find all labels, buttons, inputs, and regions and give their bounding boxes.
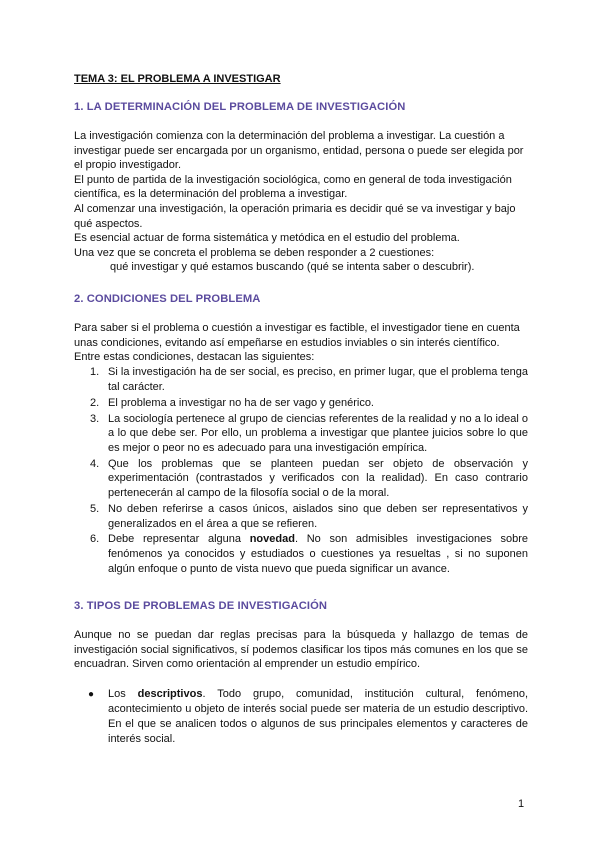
bold-term: novedad — [249, 533, 295, 546]
text-line: investigar puede ser encargada por un organismo, entidad, persona o puede ser elegida por — [74, 144, 524, 157]
problem-types-list — [84, 687, 528, 747]
text-line: Es esencial actuar de forma sistemática y metódica en el estudio del problema. — [74, 232, 460, 245]
text-line: Para saber si el problema o cuestión a investigar es factible, el investigador tiene en cuenta — [74, 322, 520, 334]
list-item: 1. Si la investigación ha de ser social, es preciso, en primer lugar, que el problema tenga tal carácter. — [90, 366, 528, 393]
list-item: 6. Debe representar alguna novedad. No son admisibles investigaciones sobre fenómenos ya conocidos y estudiados o cuestiones ya resueltas , si no suponen algún enfoque o punto de vista nuevo que pueda significar un avance. — [90, 533, 529, 575]
list-item: ● Los descriptivos. Todo grupo, comunidad, institución cultural, fenómeno, acontecimiento u objeto de interés social puede ser materia de un estudio descriptivo. En el que se analicen todos o algunos de sus principales elementos y caracteres de interés social. — [88, 688, 528, 745]
text-line: unas condiciones, evitando así empeñarse en estudios inviables o sin interés científico. — [74, 336, 500, 349]
text-line: Entre estas condiciones, destacan las siguientes: — [74, 351, 315, 364]
section-1-body — [74, 129, 528, 275]
text-line: Una vez que se concreta el problema se deben responder a 2 cuestiones: — [74, 246, 435, 259]
text-line: el propio investigador. — [74, 159, 182, 172]
section-3-intro: Aunque no se puedan dar reglas precisas para la búsqueda y hallazgo de temas de investigación social significativos, sí podemos clasificar los tipos más comunes en los que se encuadran. Sirven como orientación al emprender un estudio empírico. — [74, 629, 528, 671]
section-1-heading: 1. LA DETERMINACIÓN DEL PROBLEMA DE INVESTIGACIÓN — [74, 101, 406, 113]
text-line: científica, es la determinación del problema a investigar. — [74, 188, 348, 201]
list-item: 2. El problema a investigar no ha de ser vago y genérico. — [90, 396, 374, 409]
section-2-heading: 2. CONDICIONES DEL PROBLEMA — [74, 293, 261, 305]
section-2-intro — [74, 321, 528, 365]
text-line: qué aspectos. — [74, 217, 143, 230]
section-3-heading: 3. TIPOS DE PROBLEMAS DE INVESTIGACIÓN — [74, 600, 328, 612]
document-title: TEMA 3: EL PROBLEMA A INVESTIGAR — [74, 73, 281, 85]
text-line-indented: qué investigar y qué estamos buscando (qué se intenta saber o descubrir). — [110, 261, 475, 274]
page-number: 1 — [518, 798, 525, 810]
conditions-list — [74, 365, 528, 578]
text-line: Al comenzar una investigación, la operación primaria es decidir qué se va investigar y bajo — [74, 202, 516, 215]
list-item: 3. La sociología pertenece al grupo de ciencias referentes de la realidad y no a lo ideal o a lo que debe ser. Por ello, un problema a investigar que plantee juicios sobre lo que es mejor o peor no es adecuado para una investigación empírica. — [90, 412, 528, 454]
text-line: El punto de partida de la investigación sociológica, como en general de toda investigación — [74, 173, 512, 186]
text-line: La investigación comienza con la determinación del problema a investigar. La cuestión a — [74, 130, 505, 142]
bold-term: descriptivos — [137, 688, 203, 700]
list-item: 5. No deben referirse a casos únicos, aislados sino que deben ser representativos y generalizados en el área a que se refieren. — [90, 502, 528, 530]
list-item: 4. Que los problemas que se planteen puedan ser objeto de observación y experimentación (contrastados y verificados con la realidad). En caso contrario pertenecerán al campo de la filosofía social o de la moral. — [90, 457, 528, 499]
bullet-icon: ● — [88, 689, 95, 700]
